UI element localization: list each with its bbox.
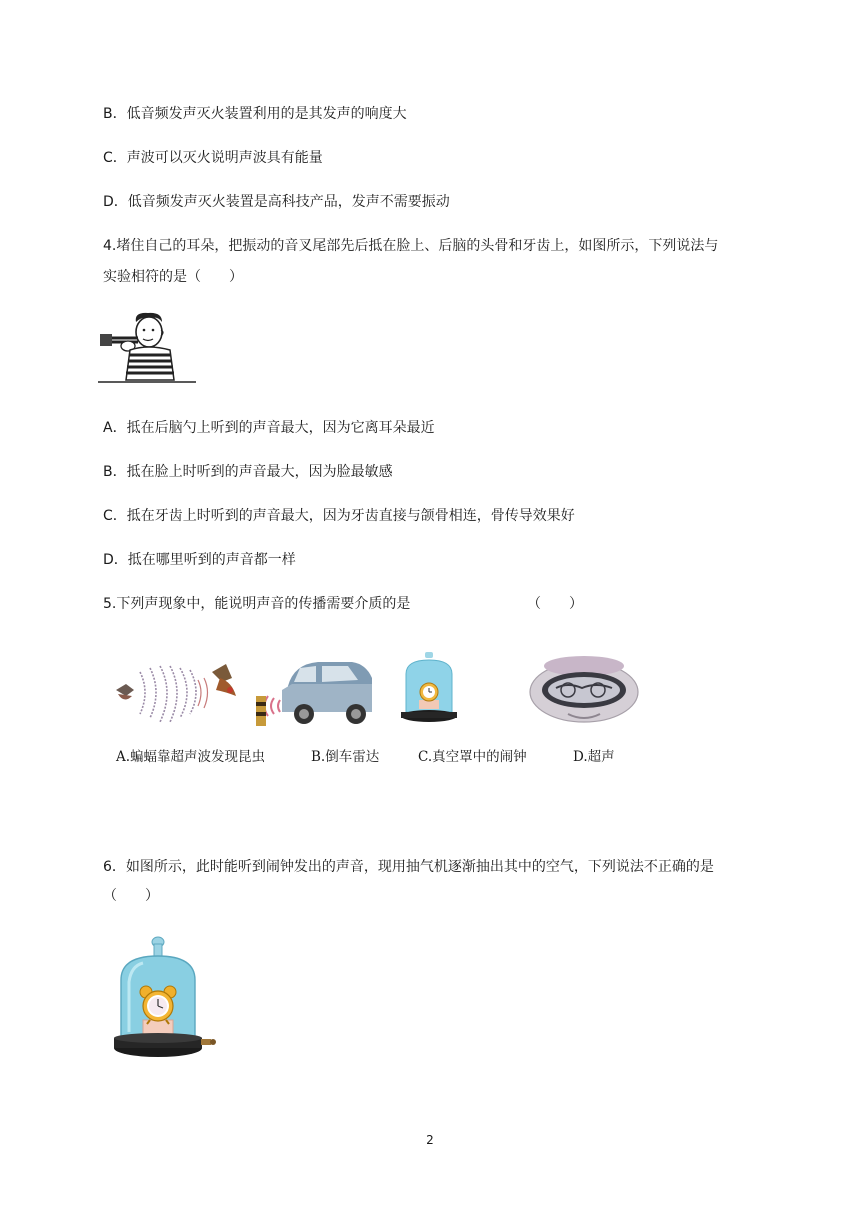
bat-ultrasound-image bbox=[116, 660, 241, 730]
q5-caption-d: D.超声 bbox=[573, 749, 615, 765]
ultrasonic-cleaner-image bbox=[528, 652, 640, 724]
q4-option-a: A．抵在后脑勺上听到的声音最大，因为它离耳朵最近 bbox=[103, 420, 435, 436]
q5-caption-b: B.倒车雷达 bbox=[311, 749, 380, 765]
q5-caption-a: A.蝙蝠靠超声波发现昆虫 bbox=[116, 749, 266, 765]
q4-stem-line1: 4.堵住自己的耳朵，把振动的音叉尾部先后抵在脸上、后脑的头骨和牙齿上，如图所示，下列说法与 bbox=[103, 238, 719, 254]
q4-option-c: C．抵在牙齿上时听到的声音最大，因为牙齿直接与颌骨相连，骨传导效果好 bbox=[103, 508, 575, 524]
car-reversing-radar-image bbox=[252, 656, 374, 732]
q3-option-d: D．低音频发声灭火装置是高科技产品，发声不需要振动 bbox=[103, 194, 450, 210]
q5-stem: 5.下列声现象中，能说明声音的传播需要介质的是 bbox=[103, 596, 411, 612]
q3-option-c: C．声波可以灭火说明声波具有能量 bbox=[103, 150, 323, 166]
q6-stem-line2: （ ） bbox=[103, 888, 159, 904]
tuning-fork-boy-figure bbox=[98, 310, 198, 386]
q6-stem-line1: 6．如图所示，此时能听到闹钟发出的声音，现用抽气机逐渐抽出其中的空气，下列说法不正确的是 bbox=[103, 859, 714, 875]
vacuum-bell-jar-image bbox=[398, 652, 460, 728]
q4-stem-line2: 实验相符的是（ ） bbox=[103, 269, 243, 285]
q5-bracket: （ ） bbox=[527, 596, 583, 612]
page-number: 2 bbox=[426, 1133, 434, 1147]
q3-option-b: B．低音频发声灭火装置利用的是其发声的响度大 bbox=[103, 106, 407, 122]
q5-caption-c: C.真空罩中的闹钟 bbox=[418, 749, 527, 765]
q4-option-d: D．抵在哪里听到的声音都一样 bbox=[103, 552, 296, 568]
bell-jar-alarm-clock-figure bbox=[113, 936, 217, 1064]
q4-option-b: B．抵在脸上时听到的声音最大，因为脸最敏感 bbox=[103, 464, 393, 480]
